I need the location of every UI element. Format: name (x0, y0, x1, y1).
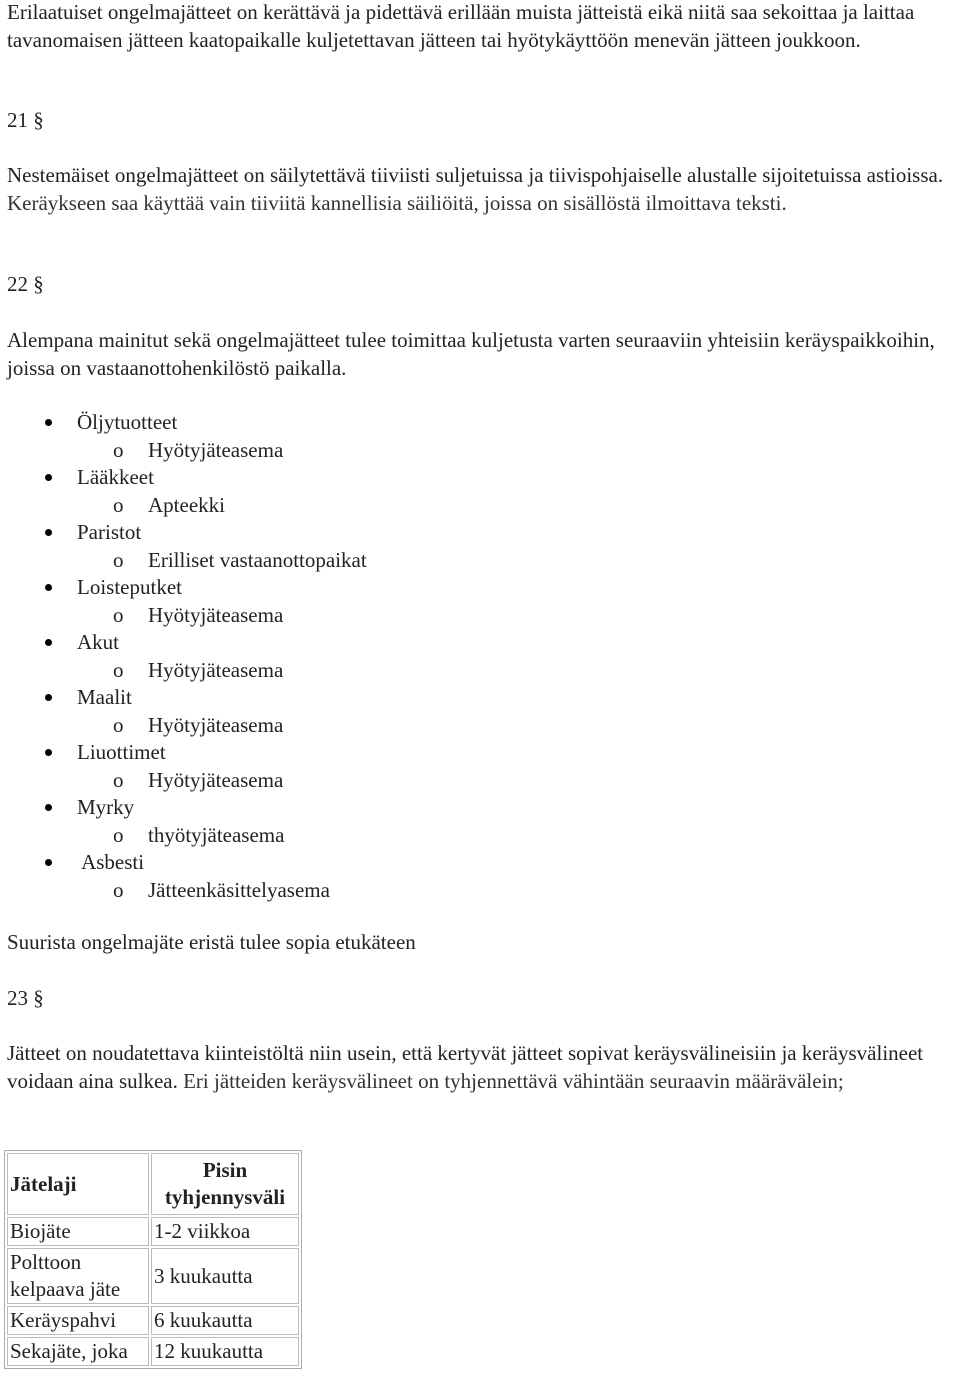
list-item: Akut (7, 628, 367, 656)
list-item: Maalit (7, 683, 367, 711)
sub-list-item: o Jätteenkäsittelyasema (113, 877, 330, 902)
circle-bullet-icon: o (113, 877, 124, 902)
circle-bullet-icon: o (113, 437, 124, 462)
list-item: Paristot (7, 518, 367, 546)
collection-points-list (7, 408, 367, 903)
large-quantity-note: Suurista ongelmajäte eristä tulee sopia etukäteen (7, 930, 416, 954)
table-cell: 1-2 viikkoa (151, 1217, 299, 1246)
circle-bullet-icon: o (113, 822, 124, 847)
emptying-interval-table (4, 1150, 302, 1369)
table-cell: 12 kuukautta (151, 1337, 299, 1366)
circle-bullet-icon: o (113, 767, 124, 792)
list-item: Lääkkeet (7, 463, 367, 491)
circle-bullet-icon: o (113, 492, 124, 517)
bullet-icon (45, 694, 52, 701)
section-21-paragraph (7, 161, 957, 217)
section-23-paragraph (7, 1039, 957, 1095)
table-cell: 6 kuukautta (151, 1306, 299, 1335)
sub-list-item: o Hyötyjäteasema (113, 437, 284, 462)
table-cell: Polttoon kelpaava jäte (7, 1248, 149, 1304)
bullet-icon (45, 584, 52, 591)
section-22-heading: 22 § (7, 272, 44, 296)
sub-list-item: o Hyötyjäteasema (113, 657, 284, 682)
sub-list-item: o Hyötyjäteasema (113, 767, 284, 792)
bullet-icon (45, 419, 52, 426)
section-22-paragraph: Alempana mainitut sekä ongelmajätteet tulee toimittaa kuljetusta varten seuraaviin yhteisiin keräyspaikkoihin, joissa on vastaanottohenkilöstö paikalla. (7, 328, 935, 380)
sub-list-item: o Erilliset vastaanottopaikat (113, 547, 367, 572)
intro-paragraph: Erilaatuiset ongelmajätteet on kerättävä ja pidettävä erillään muista jätteistä eikä niitä saa sekoittaa ja laittaa tavanomaisen jätteen kaatopaikalle kuljetettavan jätteen tai hyötykäyttöön menevän jätteen joukkoon. (7, 0, 915, 52)
section-23-text-a: Jätteet on noudatettava kiinteistöltä niin usein, että kertyvät jätteet sopivat keräysvälineisiin ja keräysvälineet voidaan aina sulkea. (7, 1041, 924, 1093)
sub-list-item: o Hyötyjäteasema (113, 712, 284, 737)
circle-bullet-icon: o (113, 657, 124, 682)
table-cell: 3 kuukautta (151, 1248, 299, 1304)
bullet-icon (45, 749, 52, 756)
list-item: Öljytuotteet (7, 408, 367, 436)
bullet-icon (45, 804, 52, 811)
circle-bullet-icon: o (113, 547, 124, 572)
bullet-icon (45, 639, 52, 646)
table-row (7, 1337, 299, 1366)
table-cell: Keräyspahvi (7, 1306, 149, 1335)
column-header-waste-type: Jätelaji (7, 1153, 149, 1215)
sub-list-item: o Hyötyjäteasema (113, 602, 284, 627)
sub-list-item: o thyötyjäteasema (113, 822, 285, 847)
bullet-icon (45, 529, 52, 536)
table-row (7, 1248, 299, 1304)
bullet-icon (45, 474, 52, 481)
section-23-heading: 23 § (7, 986, 44, 1010)
section-21-heading: 21 § (7, 108, 44, 132)
circle-bullet-icon: o (113, 602, 124, 627)
section-23-text-b: Eri jätteiden keräysvälineet on tyhjennettävä vähintään seuraavin määrävälein; (183, 1069, 844, 1093)
table-header-row (7, 1153, 299, 1215)
table-row (7, 1217, 299, 1246)
table-cell: Biojäte (7, 1217, 149, 1246)
sub-list-item: o Apteekki (113, 492, 225, 517)
list-item: Liuottimet (7, 738, 367, 766)
table-row (7, 1306, 299, 1335)
circle-bullet-icon: o (113, 712, 124, 737)
list-item: Asbesti (7, 848, 367, 876)
bullet-icon (45, 859, 52, 866)
section-21-text-a: Nestemäiset ongelmajätteet on säilytettävä tiiviisti suljetuissa ja tiivispohjaiselle alustalle sijoitetuissa astioissa. (7, 163, 944, 187)
list-item: Myrky (7, 793, 367, 821)
column-header-interval: Pisin tyhjennysväli (151, 1153, 299, 1215)
table-cell: Sekajäte, joka (7, 1337, 149, 1366)
section-21-text-b: Keräykseen saa käyttää vain tiiviitä kannellisia säiliöitä, joissa on sisällöstä ilmoittava teksti. (7, 191, 787, 215)
list-item: Loisteputket (7, 573, 367, 601)
